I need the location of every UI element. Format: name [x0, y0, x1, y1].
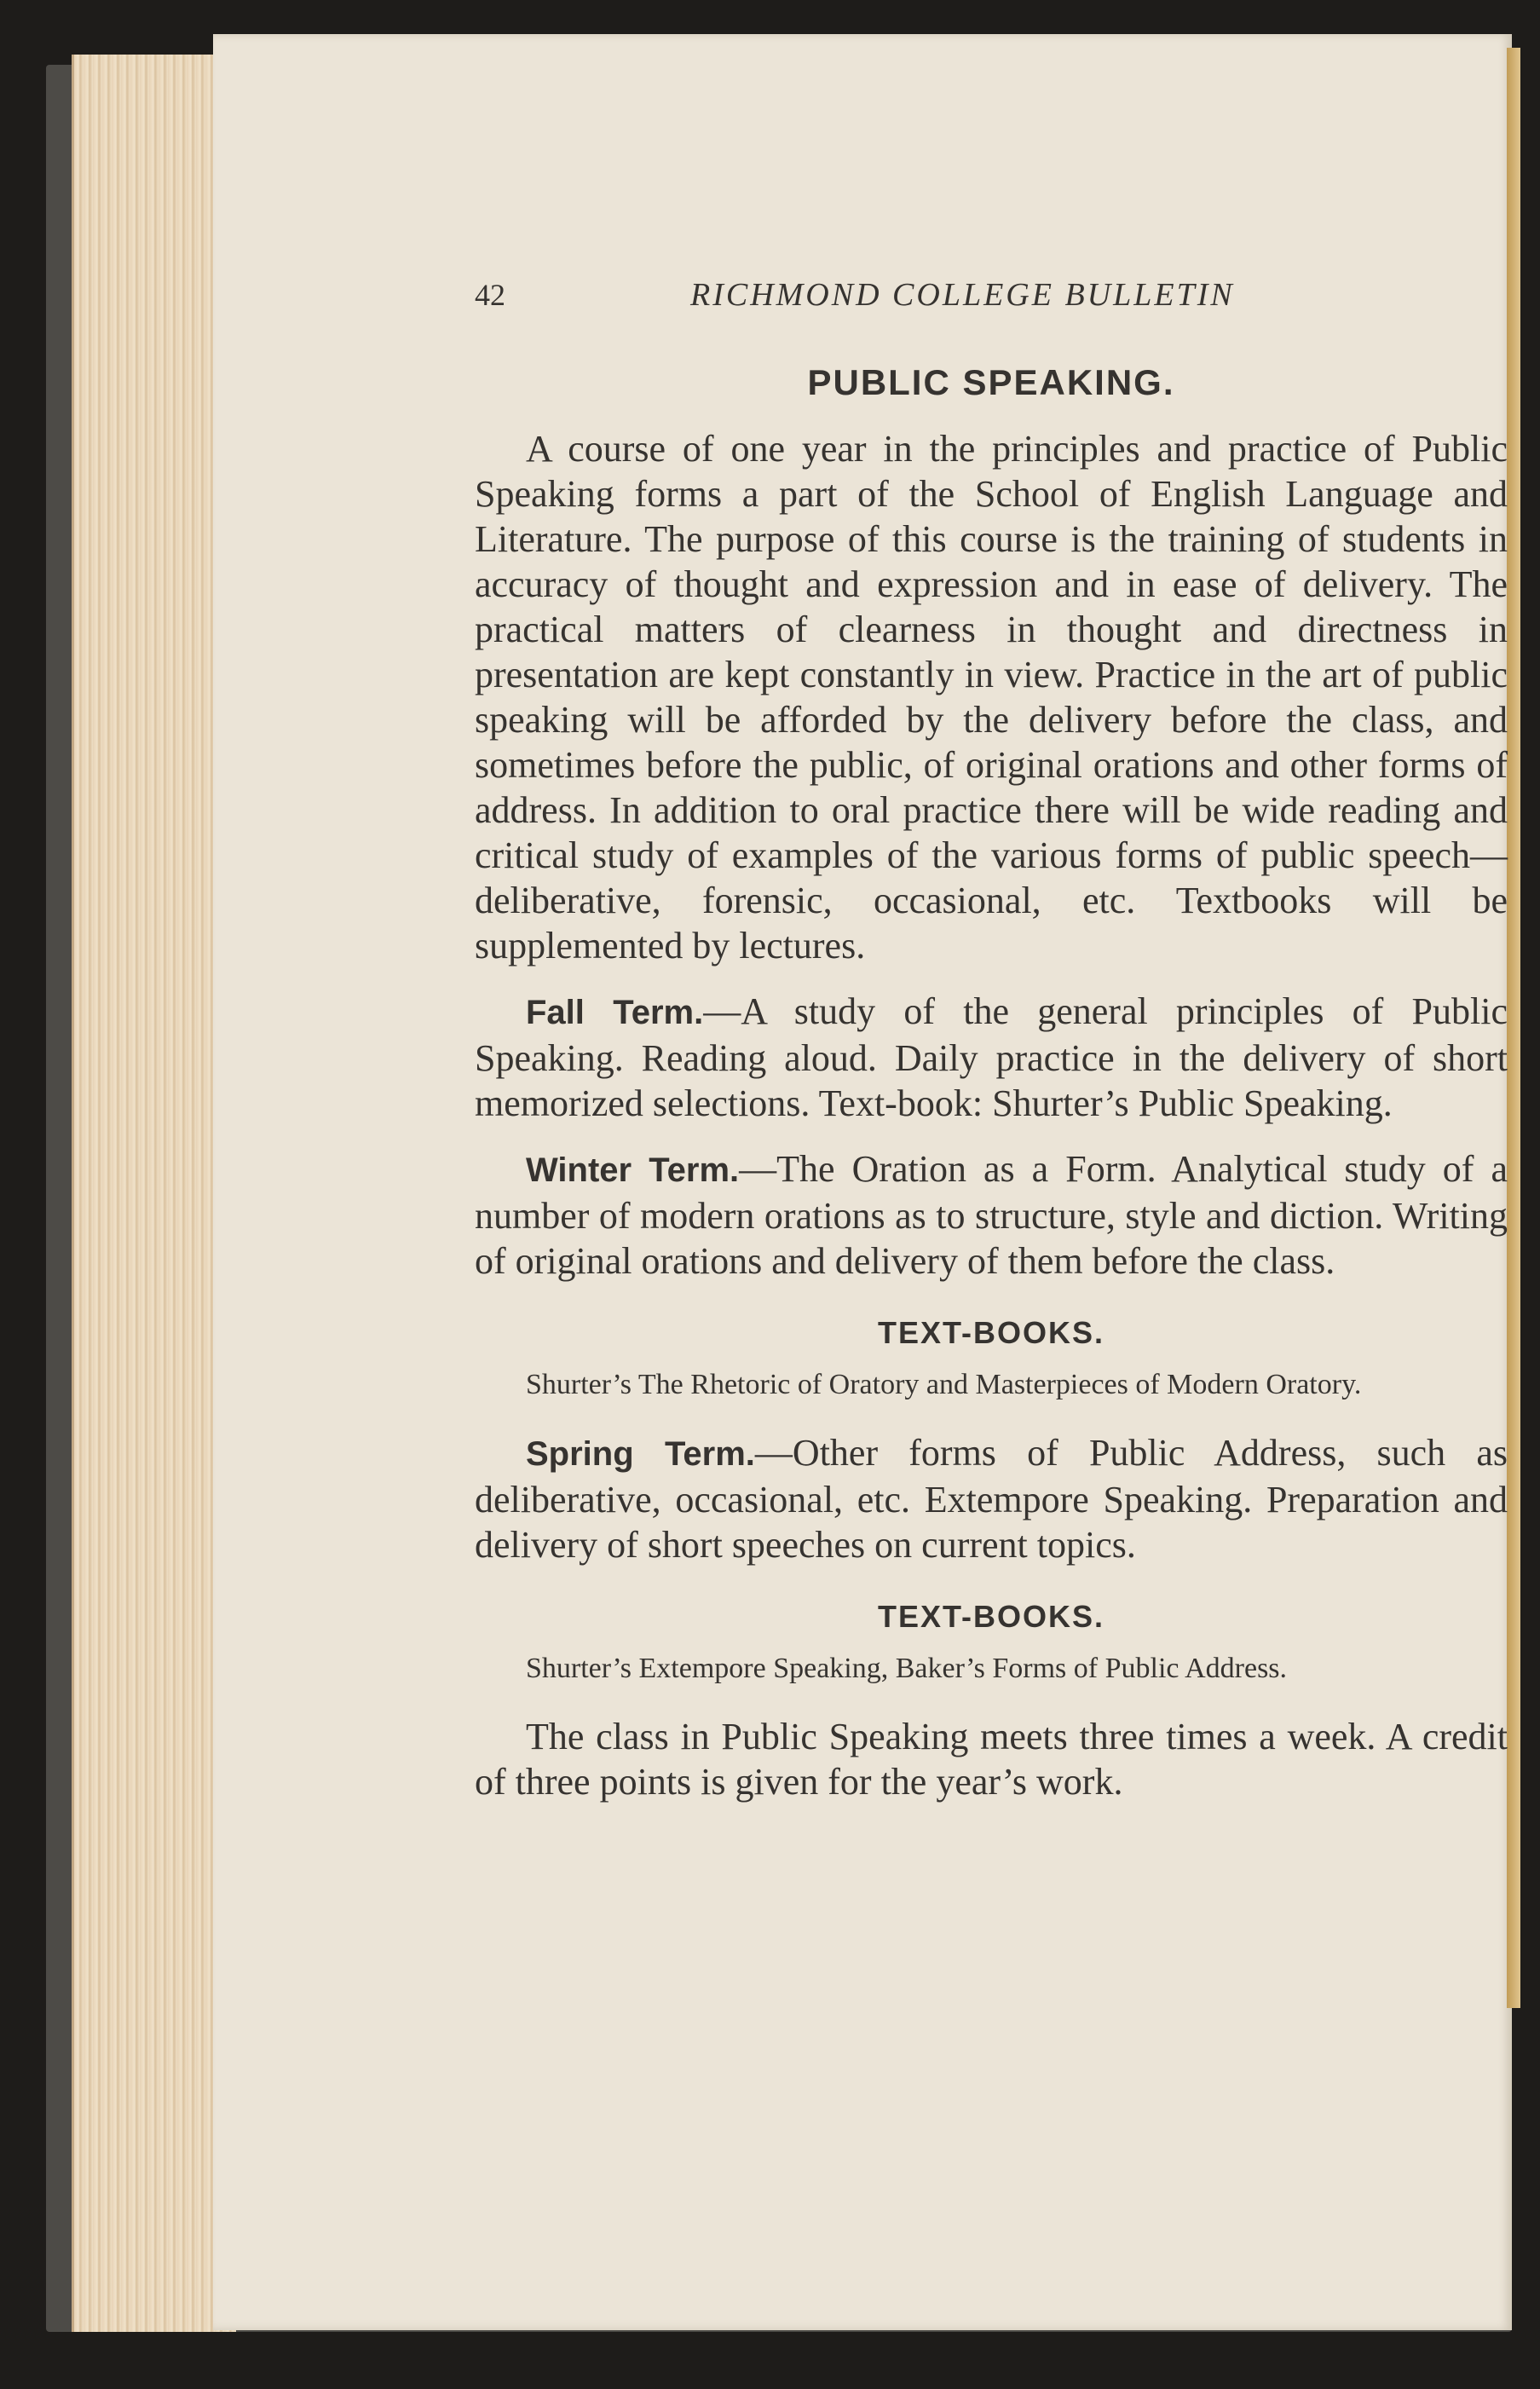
- winter-term-label: Winter Term.: [526, 1151, 740, 1189]
- textbooks-spring: Shurter’s Extempore Speaking, Baker’s Forms of Public Address.: [526, 1653, 1288, 1684]
- page-edge-right: [1507, 48, 1520, 2008]
- spring-term-paragraph: [475, 1430, 1508, 1567]
- fall-term-label: Fall Term.: [526, 994, 704, 1031]
- running-header: [475, 273, 1508, 324]
- fall-term-paragraph: [475, 989, 1508, 1126]
- publication-title: RICHMOND COLLEGE BULLETIN: [690, 277, 1235, 313]
- textbooks-winter: Shurter’s The Rhetoric of Oratory and Masterpieces of Modern Oratory.: [526, 1369, 1362, 1400]
- page-number: 42: [475, 278, 505, 312]
- textbooks-heading-spring: TEXT-BOOKS.: [877, 1599, 1105, 1634]
- intro-paragraph: A course of one year in the principles and practice of Public Speaking forms a part of the School of English Language and Literature. The purpose of this course is the training of students in accuracy of thought and expression and in ease of delivery. The practical matters of clearness in thought and directness in presentation are kept constantly in view. Practice in the art of public speaking will be afforded by the delivery before the class, and sometimes before the public, of original orations and other forms of address. In addition to oral practice there will be wide reading and critical study of examples of the various forms of public speech—deliberative, forensic, occasional, etc. Textbooks will be supplemented by lectures.: [475, 428, 1508, 967]
- spring-term-label: Spring Term.: [526, 1435, 755, 1473]
- page-content: [475, 273, 1508, 1825]
- winter-term-paragraph: [475, 1146, 1508, 1284]
- fall-term-text: —A study of the general principles of Public Speaking. Reading aloud. Daily practice in the delivery of short memorized selections. Text-book: Shurter’s Public Speaking.: [475, 990, 1508, 1124]
- winter-term-text: —The Oration as a Form. Analytical study of a number of modern orations as to structure, style and diction. Writing of original orations and delivery of them before the class.: [475, 1148, 1508, 1282]
- section-title: PUBLIC SPEAKING.: [807, 362, 1175, 402]
- closing-paragraph: The class in Public Speaking meets three times a week. A credit of three points is given for the year’s work.: [475, 1716, 1508, 1803]
- page-edges: [72, 55, 236, 2332]
- textbooks-heading-winter: TEXT-BOOKS.: [877, 1315, 1105, 1350]
- spring-term-text: —Other forms of Public Address, such as deliberative, occasional, etc. Extempore Speaking. Preparation and delivery of short speeches on current topics.: [475, 1432, 1508, 1566]
